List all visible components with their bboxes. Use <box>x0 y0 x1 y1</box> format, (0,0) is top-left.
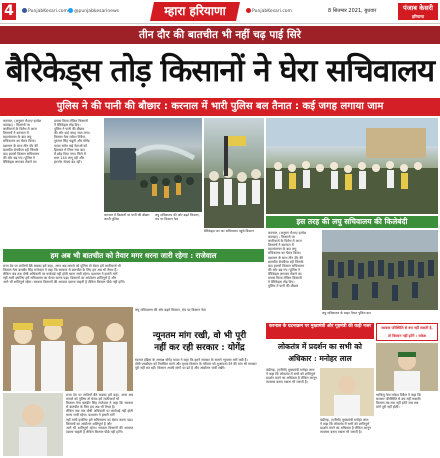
secretariat-box-text-line: किसानों ने करनाल में <box>268 243 294 248</box>
secretariat-box-text-line: सचिवालय का घेराव किया। <box>268 251 301 256</box>
right-headline-line-1: सरकार परिस्थिति से बच नहीं सकती है, <box>381 326 433 330</box>
story-column-1-line: बैरिकेड्स लगाकर रोकने का <box>3 159 37 164</box>
karnal-box-body-2 <box>320 418 374 456</box>
secretariat-box-text-line: कालड़ा) : किसानों पर <box>268 235 295 240</box>
secretariat-photo-caption: लघु सचिवालय के बाहर तैनात पुलिस बल <box>322 311 371 315</box>
yogendra-body-line: दोषी एसडीएम को निलंबित करने और मृतक किसान के परिवार को मुआवजा देने की मांग भी सरकार <box>135 362 257 367</box>
story-column-2-line: की और कई जगह जाम लगा। <box>54 131 91 136</box>
yogendra-headline <box>135 330 264 356</box>
photo-chief-minister-art <box>320 368 374 416</box>
photo-caption-3: बैरिकेड्स पार कर सचिवालय पहुंचे किसान <box>204 229 254 233</box>
right-box-body-line: मांगें पूरी नहीं होतीं। <box>376 405 400 410</box>
secretariat-box-text-line: लाठीचार्ज के विरोध में आज <box>268 239 302 244</box>
yogendra-body <box>135 358 264 456</box>
secretariat-box-headline: इस तरह की लघु सचिवालय की किलेबंदी <box>296 217 408 226</box>
story-column-1-line: बाद हजारों किसान सचिवालय <box>3 151 40 156</box>
right-box-body-line: किसान तब तक नहीं हटेंगे जब तक <box>376 401 419 406</box>
rajewal-body-line: किसान नेता बलबीर सिंह राजेवाल ने कहा कि सरकार से बातचीत के लिए हम अब भी तैयार हैं। <box>3 268 118 273</box>
sub-headline: पुलिस ने की पानी की बौछार : करनाल में भारी पुलिस बल तैनात : कई जगह लगाया जाम <box>0 98 440 116</box>
photo-yogendra-art <box>3 393 63 456</box>
yogendra-side-line: राजा देव पर लाठियों बैठे सबका हमें कहा, अगर अब मामले को पुलिस तो घेराव हमें लाठीचार्ज भी <box>66 393 133 402</box>
secretariat-box-text-line: करनाल, (अनुराग मैशन/ हरमेश <box>268 231 307 235</box>
secretariat-box-text-line: पुलिस ने पानी की बौछार <box>268 284 299 289</box>
page-number: 4 <box>2 3 16 20</box>
yogendra-body-line: स्वराज इंडिया के अध्यक्ष योगेंद्र यादव ने कहा कि हमने सरकार के सामने न्यूनतम मांगें रखीं हैं। <box>135 358 248 362</box>
photo-yogendra <box>3 393 63 456</box>
story-column-2-line: पुलिस ने पानी की बौछार <box>54 127 85 132</box>
rajewal-body-line: आगे भी शांतिपूर्ण रहेगा। सरकार किसानों की आवाज दबाना चाहती है लेकिन किसान पीछे नहीं हटेंगे। <box>3 280 126 285</box>
yogendra-side-line: किसान नेता बलबीर सिंह राजेवाल ने कहा कि सरकार से बातचीत के लिए हम अब भी तैयार हैं। <box>66 401 133 410</box>
story-column-2-line: यादव समेत कई नेताओं को <box>54 143 88 148</box>
story-column-2-line: गुरनाम सिंह चढूनी और योगेंद्र <box>54 139 90 144</box>
story-column-1-line: महापंचायत के बाद लघु <box>3 135 32 140</box>
secretariat-box-text <box>268 231 320 299</box>
photo-farmers-march <box>204 118 264 228</box>
karnal-body-line: प्रदर्शन करने का अधिकार है लेकिन कानून <box>266 376 317 381</box>
karnal-box-body <box>266 368 318 456</box>
secretariat-box-text-line: बैरिकेड्स लगाकर रोकने का <box>268 271 302 276</box>
story-column-2-line: ने बैरिकेड्स तोड़ दिए। <box>54 123 81 128</box>
photo-water-cannon <box>104 118 202 212</box>
kicker-headline: तीन दौर की बातचीत भी नहीं चढ़ पाई सिरे <box>0 26 440 44</box>
story-column-1-line: बातचीत बेनतीजा रही जिसके <box>3 147 39 152</box>
rajewal-body-line: लेकिन जब तक दोषी अधिकारी पर कार्रवाई नहीं होती धरना जारी रहेगा। प्रशासन ने हमारी मांगें <box>3 272 118 277</box>
karnal-body-2-line: प्रदर्शन करने का अधिकार है लेकिन कानून <box>320 426 371 431</box>
photo-rakesh-tikait <box>376 343 438 391</box>
right-box-body-line: भाकियू नेता राकेश टिकैत ने कहा कि <box>376 393 421 397</box>
story-column-2-line: हिरासत में लिया गया बाद <box>54 147 85 152</box>
rajewal-headline: हम अब भी बातचीत को तैयार मगर धरना जारी रहेगा : राजेवाल <box>50 251 217 260</box>
story-column-2 <box>54 119 102 247</box>
yogendra-side-text <box>66 393 133 456</box>
section-title: म्हारा हरियाणा <box>164 4 226 18</box>
yogendra-side-line: लेकिन जब तक दोषी अधिकारी पर कार्रवाई नहीं होती धरना जारी रहेगा। प्रशासन ने हमारी मांगें <box>66 409 133 418</box>
story-column-2-line: किसान नेता राकेश टिकैत, <box>54 135 86 140</box>
karnal-body-2-line: ने कहा कि लोकतंत्र में सभी को शांतिपूर्ण <box>320 422 370 427</box>
story-column-2-line: इंटरनेट सेवाएं बंद रहीं। <box>54 159 82 164</box>
story-column-2-line: में छोड़ दिया गया। जिले में <box>54 151 86 156</box>
story-column-2-line: धारा 144 लागू रही और <box>54 155 85 160</box>
web-icon <box>246 8 251 13</box>
photo-police-deployment <box>322 230 438 310</box>
karnal-body-2-line: चंडीगढ़, (एजैंसी) मुख्यमंत्री मनोहर लाल <box>320 418 369 422</box>
right-headline-line-2: तो किसान नहीं हटेंगे : राकेश <box>388 334 426 338</box>
photo-caption-1: करनाल में किसानों पर पानी की बौछार करती पुलिस <box>104 213 150 221</box>
story-column-1-line: लाठीचार्ज के विरोध में आज <box>3 127 37 132</box>
secretariat-box-text-line: की ओर बढ़ गए। पुलिस ने <box>268 267 300 272</box>
photo-farmer-leaders-art <box>3 307 133 391</box>
secretariat-box-text-line: बातचीत बेनतीजा रही जिसके <box>268 259 304 264</box>
issue-date: 8 सितम्बर 2021, बुधवार <box>328 8 377 14</box>
karnal-box-headline: करनाल के घटनाक्रम पर मुख्यमंत्री और गृहमंत्री की कड़ी नजर <box>268 324 372 329</box>
leaders-photo-caption: लघु सचिवालय की ओर बढ़ते किसान, मंच पर किसान नेता <box>135 308 206 312</box>
karnal-sub-line-1: लोकतंत्र में प्रदर्शन का सभी को <box>278 342 362 351</box>
story-column-1-line: प्रशासन के साथ तीन दौर की <box>3 143 38 148</box>
secretariat-box-text-line: ने बैरिकेड्स तोड़ दिए। <box>268 280 295 285</box>
story-column-2-line: प्रयास किया लेकिन किसानों <box>54 119 88 123</box>
karnal-box-subheadline <box>266 341 374 367</box>
rajewal-body-line: राजा देव पर लाठियों बैठे सबका हमें कहा, अगर अब मामले को पुलिस तो घेराव हमें लाठीचार्ज भी <box>3 264 121 268</box>
photo-water-cannon-art <box>104 118 202 212</box>
main-headline: बैरिकेड्स तोड़ किसानों ने घेरा सचिवालय <box>5 53 435 89</box>
photo-police-deployment-art <box>322 230 438 310</box>
karnal-body-line: व्यवस्था बनाए रखना भी जरूरी है। <box>266 380 308 385</box>
secretariat-box-text-line: प्रशासन के साथ तीन दौर की <box>268 255 303 260</box>
secretariat-box-text-line: महापंचायत के बाद लघु <box>268 247 297 252</box>
yogendra-side-line: आगे भी शांतिपूर्ण रहेगा। सरकार किसानों की आवाज दबाना चाहती है लेकिन किसान पीछे नहीं हटेंगे। <box>66 425 133 434</box>
story-column-1-line: सचिवालय का घेराव किया। <box>3 139 36 144</box>
rajewal-body-line: नहीं मानी इसलिए हमें सचिवालय का घेराव करना पड़ा। किसानों का आंदोलन शांतिपूर्ण है और <box>3 276 117 281</box>
photo-rakesh-tikait-art <box>376 343 438 391</box>
photo-secretariat-crowd <box>266 118 438 214</box>
karnal-body-line: चंडीगढ़, (एजैंसी) मुख्यमंत्री मनोहर लाल <box>266 368 315 372</box>
story-column-1-line: करनाल, (अनुराग मैशन/ हरमेश <box>3 119 42 123</box>
story-column-1-line: कालड़ा) : किसानों पर <box>3 123 30 128</box>
yogendra-side-line: नहीं मानी इसलिए हमें सचिवालय का घेराव करना पड़ा। किसानों का आंदोलन शांतिपूर्ण है और <box>66 417 133 426</box>
secretariat-box-text-line: बाद हजारों किसान सचिवालय <box>268 263 305 268</box>
karnal-sub-line-2: अधिकार : मनोहर लाल <box>288 354 352 363</box>
social-link-2[interactable]: @punjabkesarinews <box>68 8 119 14</box>
karnal-body-2-line: व्यवस्था बनाए रखना भी जरूरी है। <box>320 430 362 435</box>
social-link-1[interactable]: PunjabKesari.com <box>22 8 68 14</box>
right-box-body-line: सरकार परिस्थिति से बच नहीं सकती। <box>376 397 422 402</box>
right-box-headline <box>377 324 437 340</box>
yogendra-body-line: पूरी नहीं कर रही। किसान अपनी मांगों पर डटे हैं और आंदोलन जारी रखेंगे। <box>135 366 226 371</box>
secretariat-box-text-line: प्रयास किया लेकिन किसानों <box>268 276 302 281</box>
newspaper-logo <box>398 3 438 20</box>
logo-subtext: हरियाणा <box>411 14 425 19</box>
yogendra-headline-line-1: न्यूनतम मांग रखी, वो भी पूरी <box>152 331 247 341</box>
photo-chief-minister <box>320 368 374 416</box>
story-column-1-line: किसानों ने करनाल में <box>3 131 29 136</box>
right-box-body <box>376 393 438 456</box>
facebook-icon <box>22 8 27 13</box>
social-link-3[interactable]: PunjabKesari.com <box>246 8 292 14</box>
yogendra-headline-line-2: नहीं कर रही सरकार : योगेंद्र <box>154 343 245 353</box>
story-column-1 <box>3 119 51 247</box>
photo-secretariat-crowd-art <box>266 118 438 214</box>
karnal-body-line: ने कहा कि लोकतंत्र में सभी को शांतिपूर्ण <box>266 372 316 377</box>
logo-text: पंजाब केसरी <box>403 4 433 12</box>
photo-farmers-march-art <box>204 118 264 228</box>
photo-farmer-leaders <box>3 307 133 391</box>
rajewal-body <box>3 264 264 306</box>
twitter-icon <box>68 8 73 13</box>
photo-caption-2: लघु सचिवालय की ओर बढ़ते किसान, मंच पर किसान नेता <box>155 213 200 221</box>
story-column-1-line: की ओर बढ़ गए। पुलिस ने <box>3 155 35 160</box>
